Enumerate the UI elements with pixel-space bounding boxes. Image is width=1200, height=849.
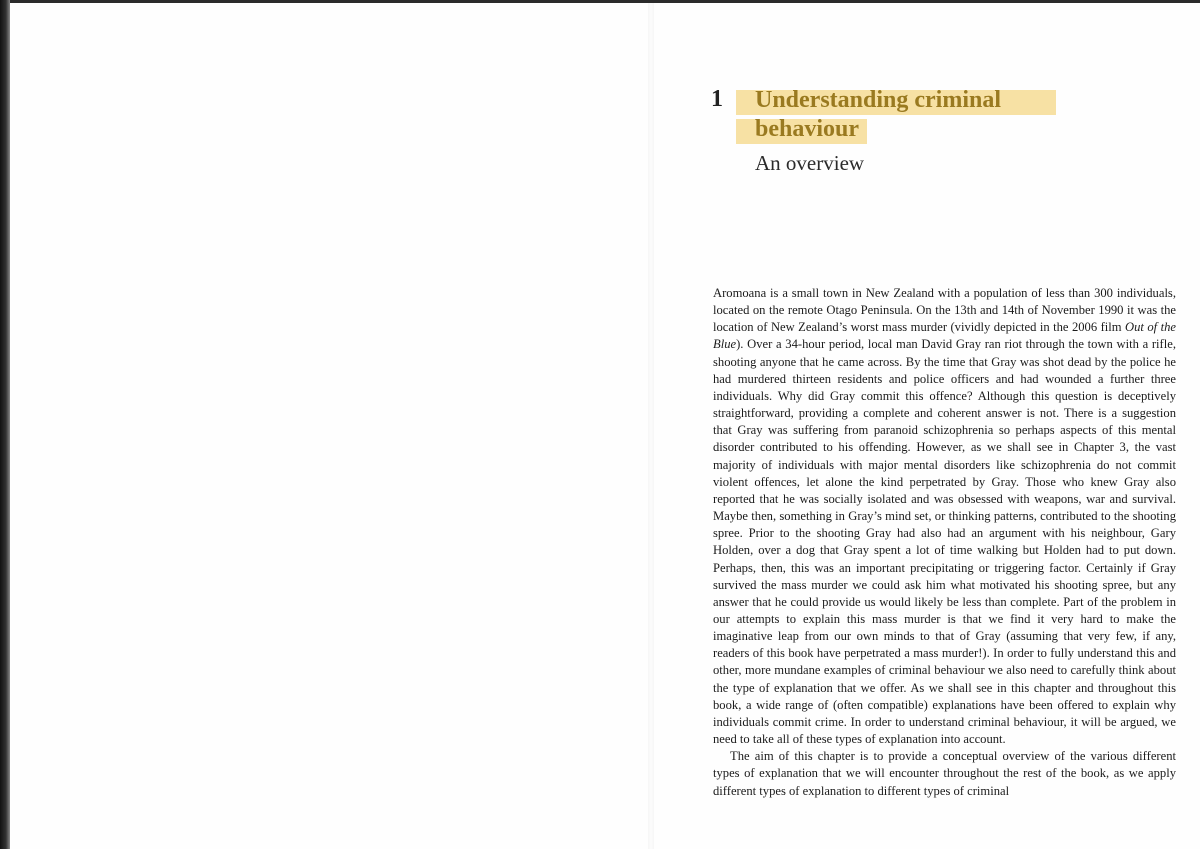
- chapter-title: Understanding criminal behaviour: [755, 87, 1002, 142]
- chapter-body: [713, 285, 1176, 800]
- paragraph-1-part-b: ). Over a 34-hour period, local man David Gray ran riot through the town with a rifle, shooting anyone that he came across. By the time that Gray was shot dead by the police he had murdered thirteen residents and police officers and had wounded a further three individuals. Why did Gray commit this offence? Although this question is deceptively straightforward, providing a complete and coherent answer is not. There is a suggestion that Gray was suffering from paranoid schizophrenia so perhaps aspects of this mental disorder contributed to his offending. However, as we shall see in Chapter 3, the vast majority of individuals with major mental disorders like schizophrenia do not commit violent offences, let alone the kind perpetrated by Gray. Those who knew Gray also reported that he was socially isolated and was obsessed with weapons, war and survival. Maybe then, something in Gray’s mind set, or thinking patterns, contributed to the shooting spree. Prior to the shooting Gray had also had an argument with his neighbour, Gary Holden, over a dog that Gray spent a lot of time walking but Holden had to put down. Perhaps, then, this was an important precipitating or triggering factor. Certainly if Gray survived the mass murder we could ask him what motivated his shooting spree, but any answer that he could provide us would likely be less than complete. Part of the problem in our attempts to explain this mass murder is that we find it very hard to make the imaginative leap from our own minds to that of Gray (assuming that very few, if any, readers of this book have perpetrated a mass murder!). In order to fully understand this and other, more mundane examples of criminal behaviour we also need to carefully think about the type of explanation that we offer. As we shall see in this chapter and throughout this book, a wide range of (often compatible) explanations have been offered to explain why individuals commit crime. In order to understand criminal behaviour, it will be argued, we need to take all of these types of explanation into account.: [713, 337, 1176, 747]
- paragraph-2: The aim of this chapter is to provide a conceptual overview of the various different types of explanation that we will encounter throughout the rest of the book, as we apply different types of explanation to different types of criminal: [713, 749, 1176, 798]
- chapter-number: 1: [711, 86, 723, 112]
- book-spine-shadow: [0, 0, 10, 849]
- paragraph-1-part-a: Aromoana is a small town in New Zealand with a population of less than 300 individuals, located on the remote Otago Peninsula. On the 13th and 14th of November 1990 it was the location of New Zealand’s worst mass murder (vividly depicted in the 2006 film: [713, 286, 1176, 335]
- paragraph-1: [713, 285, 1176, 748]
- left-page-blank: [10, 3, 650, 849]
- film-title: Out of the Blue: [713, 320, 1176, 352]
- chapter-subtitle: An overview: [755, 151, 865, 175]
